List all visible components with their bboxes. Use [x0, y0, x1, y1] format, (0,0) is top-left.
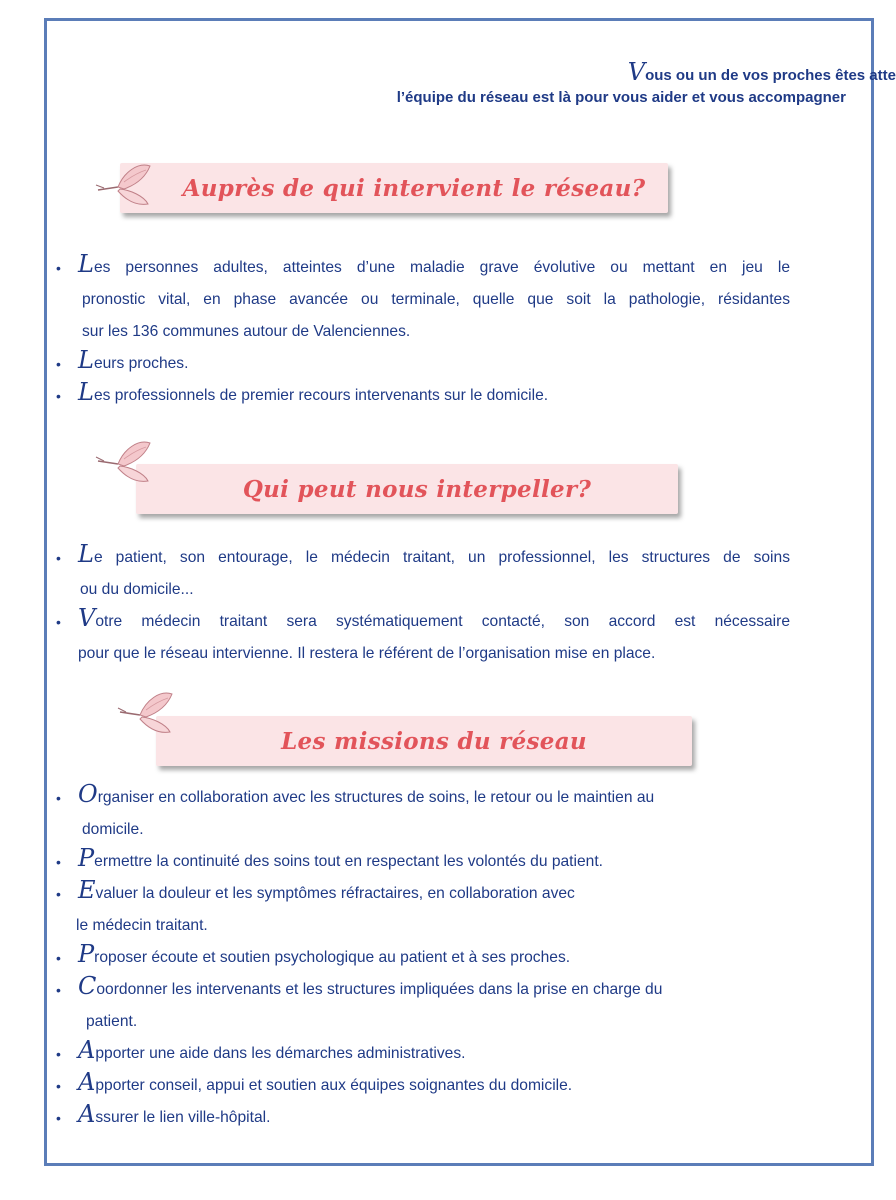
- bullet: •: [56, 614, 61, 630]
- list-item: [56, 1038, 790, 1070]
- section-list-2: [56, 542, 790, 670]
- item-initial: A: [78, 1100, 96, 1128]
- item-text: es professionnels de premier recours intervenants sur le domicile.: [93, 387, 549, 404]
- butterfly-icon: [94, 437, 160, 485]
- bullet: •: [56, 790, 61, 806]
- item-text: pporter conseil, appui et soutien aux équipes soignantes du domicile.: [95, 1077, 573, 1094]
- item-text: e patient, son entourage, le médecin traitant, un professionnel, les structures de soins: [93, 549, 790, 566]
- item-text: oordonner les intervenants et les structures impliquées dans la prise en charge du: [96, 981, 663, 998]
- item-initial: L: [78, 540, 94, 568]
- list-item-line: patient.: [86, 1013, 138, 1030]
- intro-line-2: l’équipe du réseau est là pour vous aider et vous accompagner: [396, 89, 846, 106]
- list-item-line: pour que le réseau intervienne. Il restera le référent de l’organisation mise en place.: [78, 645, 656, 662]
- section-list-1: [56, 252, 790, 412]
- list-item: [56, 974, 790, 1038]
- item-text: es personnes adultes, atteintes d’une maladie grave évolutive ou mettant en jeu le: [93, 259, 790, 276]
- item-initial: L: [78, 250, 94, 278]
- item-initial: C: [78, 972, 97, 1000]
- section-title-3: Les missions du réseau: [281, 727, 587, 755]
- intro-line-1: [397, 58, 896, 87]
- list-item-line: le médecin traitant.: [76, 917, 208, 934]
- section-banner-3: [156, 716, 692, 766]
- bullet: •: [56, 1110, 61, 1126]
- item-text: pporter une aide dans les démarches administratives.: [95, 1045, 466, 1062]
- bullet: •: [56, 854, 61, 870]
- bullet: •: [56, 1046, 61, 1062]
- list-item: [56, 542, 790, 606]
- item-text: ssurer le lien ville-hôpital.: [95, 1109, 271, 1126]
- item-initial: P: [78, 844, 95, 872]
- butterfly-icon: [116, 688, 182, 736]
- item-initial: O: [78, 780, 98, 808]
- list-item-line: [78, 782, 790, 814]
- list-item-line: sur les 136 communes autour de Valenciennes.: [82, 323, 411, 340]
- list-item: [56, 782, 790, 846]
- bullet: •: [56, 982, 61, 998]
- list-item: [56, 1102, 790, 1134]
- list-item-line: [78, 606, 790, 638]
- item-text: valuer la douleur et les symptômes réfractaires, en collaboration avec: [95, 885, 575, 902]
- item-initial: A: [78, 1068, 96, 1096]
- section-list-3: [56, 782, 790, 1134]
- list-item-line: ou du domicile...: [80, 581, 194, 598]
- bullet: •: [56, 388, 61, 404]
- bullet: •: [56, 550, 61, 566]
- list-item: [56, 942, 790, 974]
- item-initial: L: [78, 378, 94, 406]
- section-title-1: Auprès de qui intervient le réseau?: [182, 174, 646, 202]
- bullet: •: [56, 1078, 61, 1094]
- bullet: •: [56, 886, 61, 902]
- item-text: otre médecin traitant sera systématiquement contacté, son accord est nécessaire: [95, 613, 790, 630]
- bullet: •: [56, 950, 61, 966]
- list-item-line: [78, 252, 790, 284]
- item-text: ermettre la continuité des soins tout en respectant les volontés du patient.: [94, 853, 603, 870]
- list-item-line: [78, 542, 790, 574]
- item-initial: L: [78, 346, 94, 374]
- section-title-2: Qui peut nous interpeller?: [242, 475, 592, 503]
- section-banner-1: [120, 163, 668, 213]
- list-item-line: pronostic vital, en phase avancée ou terminale, quelle que soit la pathologie, résidantes: [82, 291, 790, 308]
- intro-initial: V: [627, 58, 646, 86]
- item-text: eurs proches.: [93, 355, 189, 372]
- list-item-line: [78, 878, 790, 910]
- section-banner-2: [136, 464, 678, 514]
- list-item: [56, 348, 790, 380]
- list-item: [56, 1070, 790, 1102]
- list-item-line: domicile.: [82, 821, 144, 838]
- item-text: rganiser en collaboration avec les structures de soins, le retour ou le maintien au: [97, 789, 655, 806]
- list-item: [56, 252, 790, 348]
- list-item-line: [78, 974, 790, 1006]
- list-item: [56, 606, 790, 670]
- list-item: [56, 846, 790, 878]
- list-item: [56, 878, 790, 942]
- item-text: roposer écoute et soutien psychologique au patient et à ses proches.: [94, 949, 571, 966]
- intro-line-1-text: ous ou un de vos proches êtes atte: [645, 67, 896, 84]
- item-initial: E: [78, 876, 96, 904]
- butterfly-icon: [94, 160, 160, 208]
- list-item: [56, 380, 790, 412]
- item-initial: V: [78, 604, 96, 632]
- item-initial: A: [78, 1036, 96, 1064]
- item-initial: P: [78, 940, 95, 968]
- bullet: •: [56, 260, 61, 276]
- intro-text: [396, 58, 896, 109]
- bullet: •: [56, 356, 61, 372]
